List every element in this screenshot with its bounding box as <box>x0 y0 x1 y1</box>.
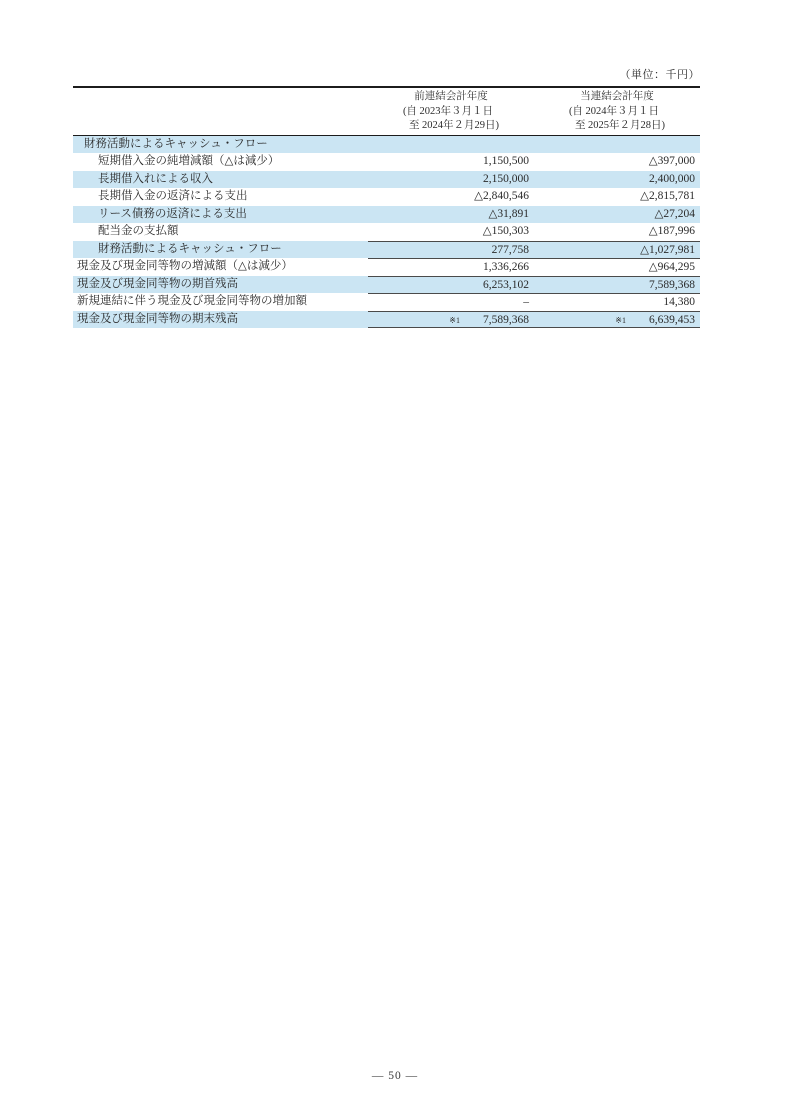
prev-year-title: 前連結会計年度 <box>414 91 488 102</box>
prev-year-value: 1,150,500 <box>483 155 529 167</box>
page-number: — 50 — <box>371 1070 419 1082</box>
table-row <box>73 206 700 224</box>
curr-year-cell <box>534 277 700 294</box>
cashflow-table <box>73 86 700 328</box>
curr-year-value: △397,000 <box>648 155 695 167</box>
table-body <box>73 136 700 329</box>
row-values <box>368 258 700 276</box>
prev-year-cell <box>368 312 534 328</box>
row-label: 財務活動によるキャッシュ・フロー <box>98 242 282 255</box>
label-column-header <box>73 90 368 134</box>
curr-year-title: 当連結会計年度 <box>580 91 654 102</box>
prev-year-period <box>403 105 499 134</box>
curr-year-value: △964,295 <box>648 261 695 273</box>
prev-year-to: 至 2024年２月29日) <box>408 120 500 131</box>
row-label: 現金及び現金同等物の期首残高 <box>77 277 238 290</box>
row-label: リース債務の返済による支出 <box>98 207 247 220</box>
curr-year-value: △27,204 <box>654 207 695 220</box>
prev-year-cell <box>368 188 534 206</box>
table-header <box>73 88 700 136</box>
curr-year-cell <box>534 242 700 259</box>
row-values <box>368 188 700 206</box>
prev-year-value: 7,589,368 <box>483 313 529 326</box>
prev-year-value: 6,253,102 <box>483 278 529 291</box>
prev-year-cell <box>368 242 534 259</box>
row-label: 短期借入金の純増減額（△は減少） <box>98 155 280 167</box>
table-row <box>73 171 700 189</box>
row-values <box>368 223 700 241</box>
row-label: 長期借入れによる収入 <box>98 172 213 185</box>
curr-year-cell <box>534 153 700 171</box>
row-label: 長期借入金の返済による支出 <box>98 190 248 202</box>
curr-year-cell <box>534 294 700 311</box>
prev-year-value: 277,758 <box>491 243 529 256</box>
curr-year-cell <box>534 312 700 328</box>
table-row <box>73 293 700 311</box>
prev-year-cell <box>368 223 534 241</box>
note-ref: ※1 <box>615 315 626 325</box>
row-label: 新規連結に伴う現金及び現金同等物の増加額 <box>77 295 307 307</box>
row-label: 財務活動によるキャッシュ・フロー <box>84 137 268 150</box>
column-header-current-year <box>534 90 700 134</box>
curr-year-from: (自 2024年３月１日 <box>568 105 660 117</box>
prev-year-value: 1,336,266 <box>483 261 529 273</box>
curr-year-cell <box>534 223 700 241</box>
prev-year-value: △2,840,546 <box>474 190 529 202</box>
table-row <box>73 223 700 241</box>
prev-year-value: 2,150,000 <box>483 172 529 185</box>
table-row <box>73 258 700 276</box>
row-values <box>368 311 700 329</box>
note-ref: ※1 <box>449 315 460 325</box>
unit-label: （単位：千円） <box>619 69 700 81</box>
prev-year-cell <box>368 171 534 189</box>
row-values <box>368 153 700 171</box>
curr-year-value: △1,027,981 <box>640 243 695 256</box>
row-values <box>368 276 700 294</box>
curr-year-cell <box>534 259 700 276</box>
prev-year-cell <box>368 259 534 276</box>
row-label: 配当金の支払額 <box>98 225 179 237</box>
curr-year-value: △2,815,781 <box>640 190 695 202</box>
table-row <box>73 276 700 294</box>
row-values <box>368 171 700 189</box>
curr-year-cell <box>534 171 700 189</box>
prev-year-value: – <box>523 296 529 308</box>
table-row <box>73 153 700 171</box>
curr-year-period <box>569 105 665 134</box>
table-row <box>73 311 700 329</box>
table-row <box>73 188 700 206</box>
row-values <box>368 136 700 154</box>
table-row <box>73 136 700 154</box>
prev-year-from: (自 2023年３月１日 <box>402 105 494 117</box>
row-label: 現金及び現金同等物の増減額（△は減少） <box>77 260 293 272</box>
curr-year-value: 14,380 <box>663 296 695 308</box>
prev-year-value: △150,303 <box>482 225 529 237</box>
row-values <box>368 293 700 311</box>
curr-year-value: 7,589,368 <box>649 278 695 291</box>
prev-year-cell <box>368 136 534 154</box>
prev-year-value: △31,891 <box>488 207 529 220</box>
prev-year-cell <box>368 206 534 224</box>
curr-year-value: 6,639,453 <box>649 313 695 326</box>
prev-year-cell <box>368 294 534 311</box>
row-label: 現金及び現金同等物の期末残高 <box>77 312 238 325</box>
curr-year-cell <box>534 136 700 154</box>
curr-year-cell <box>534 206 700 224</box>
row-values <box>368 241 700 259</box>
curr-year-value: 2,400,000 <box>649 172 695 185</box>
prev-year-cell <box>368 277 534 294</box>
curr-year-to: 至 2025年２月28日) <box>574 120 666 131</box>
row-values <box>368 206 700 224</box>
table-row <box>73 241 700 259</box>
curr-year-value: △187,996 <box>648 225 695 237</box>
column-header-previous-year <box>368 90 534 134</box>
curr-year-cell <box>534 188 700 206</box>
prev-year-cell <box>368 153 534 171</box>
